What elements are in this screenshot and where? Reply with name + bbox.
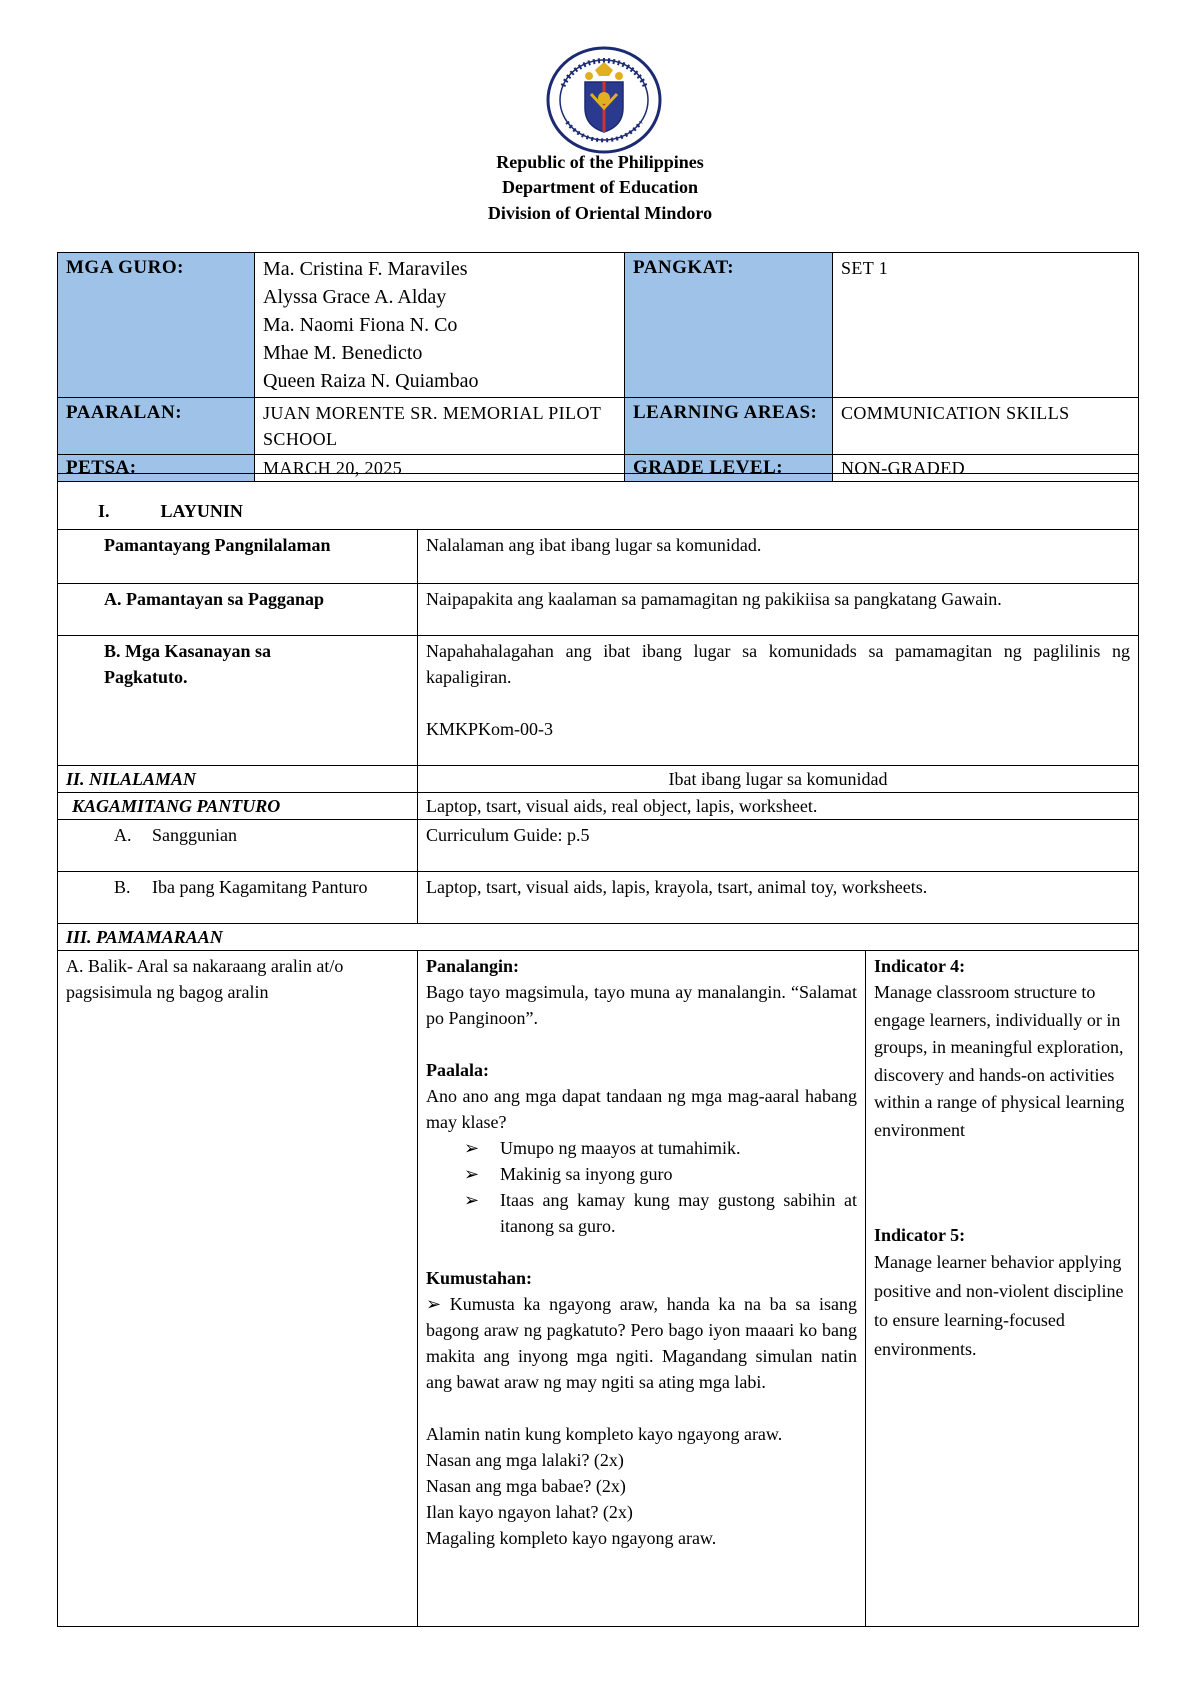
kagamitan-label: KAGAMITANG PANTURO (58, 793, 418, 820)
pamantayang-pangnilalaman-label: Pamantayang Pangnilalaman (58, 530, 418, 584)
indicator5-title: Indicator 5: (874, 1225, 966, 1245)
arrow-bullet-icon: ➢ (464, 1190, 480, 1210)
attendance-line: Ilan kayo ngayon lahat? (2x) (426, 1502, 633, 1522)
date-label: PETSA: (58, 455, 255, 482)
areas-label: LEARNING AREAS: (625, 398, 833, 455)
kasanayan-label: B. Mga Kasanayan sa Pagkatuto. (58, 636, 418, 766)
teacher-name: Mhae M. Benedicto (263, 342, 423, 364)
sanggunian-letter: A. (114, 825, 132, 845)
grade-value: NON-GRADED (833, 455, 1139, 482)
info-table (57, 252, 1139, 482)
iba-pang-kagamitan-label-cell (58, 872, 418, 924)
kasanayan-cell (418, 636, 1139, 766)
teacher-name: Ma. Cristina F. Maraviles (263, 258, 468, 280)
teacher-name: Queen Raiza N. Quiambao (263, 370, 479, 392)
panalangin-text: Bago tayo magsimula, tayo muna ay manalangin. “Salamat po Panginoon”. (426, 982, 857, 1028)
indicator5-text: Manage learner behavior applying positive and non-violent discipline to ensure learning-focused environments. (874, 1252, 1124, 1359)
header-department: Department of Education (502, 177, 698, 197)
areas-value: COMMUNICATION SKILLS (833, 398, 1139, 455)
pamamaraan-label: III. PAMAMARAAN (58, 924, 1139, 951)
header-division: Division of Oriental Mindoro (487, 203, 713, 223)
teachers-list (255, 253, 625, 398)
paalala-text: Ano ano ang mga dapat tandaan ng mga mag-aaral habang may klase? (426, 1086, 857, 1132)
nilalaman-value: Ibat ibang lugar sa komunidad (418, 766, 1139, 793)
attendance-line: Nasan ang mga babae? (2x) (426, 1476, 626, 1496)
sanggunian-label: Sanggunian (152, 825, 237, 845)
list-item: ➢ Makinig sa inyong guro (464, 1161, 857, 1187)
iba-pang-kagamitan-value: Laptop, tsart, visual aids, lapis, krayola, tsart, animal toy, worksheets. (418, 872, 1139, 924)
school-value: JUAN MORENTE SR. MEMORIAL PILOT SCHOOL (255, 398, 625, 455)
pamantayang-pangnilalaman-value: Nalalaman ang ibat ibang lugar sa komunidad. (418, 530, 1139, 584)
paalala-title: Paalala: (426, 1060, 489, 1080)
balik-aral-activities (418, 951, 866, 1627)
kumustahan-text: ➢ Kumusta ka ngayong araw, handa ka na ba sa isang bagong araw ng pagkatuto? Pero bago iyon maaari ko bang makita ang inyong mga ngiti. Magandang simulan natin ang bawat araw ng may ngiti sa ating mga labi. (426, 1294, 857, 1392)
section-label: PANGKAT: (625, 253, 833, 398)
indicator4-title: Indicator 4: (874, 956, 966, 976)
header-republic: Republic of the Philippines (496, 152, 704, 172)
kumustahan-title: Kumustahan: (426, 1268, 533, 1288)
kasanayan-code: KMKPKom-00-3 (426, 719, 554, 739)
arrow-bullet-icon: ➢ (464, 1164, 480, 1184)
list-item: ➢ Umupo ng maayos at tumahimik. (464, 1135, 857, 1161)
school-label: PAARALAN: (58, 398, 255, 455)
nilalaman-label: II. NILALAMAN (58, 766, 418, 793)
attendance-intro: Alamin natin kung kompleto kayo ngayong araw. (426, 1424, 783, 1444)
iba-pang-kagamitan-letter: B. (114, 877, 131, 897)
layunin-title: LAYUNIN (160, 501, 243, 521)
section-value: SET 1 (833, 253, 1139, 398)
panalangin-title: Panalangin: (426, 956, 520, 976)
teacher-name: Ma. Naomi Fiona N. Co (263, 314, 458, 336)
sanggunian-label-cell (58, 820, 418, 872)
layunin-heading (58, 474, 1139, 530)
attendance-line: Magaling kompleto kayo ngayong araw. (426, 1528, 717, 1548)
kasanayan-value: Napahahalagahan ang ibat ibang lugar sa komunidads sa pamamagitan ng paglilinis ng kapaligiran. (426, 641, 1131, 687)
lesson-table (57, 473, 1139, 1627)
deped-seal-icon (545, 46, 663, 154)
layunin-number: I. (98, 501, 110, 521)
indicators-cell (866, 951, 1139, 1627)
balik-aral-label: A. Balik- Aral sa nakaraang aralin at/o pagsisimula ng bagog aralin (58, 951, 418, 1627)
teachers-label: MGA GURO: (58, 253, 255, 398)
pamantayan-pagganap-value: Naipapakita ang kaalaman sa pamamagitan ng pakikiisa sa pangkatang Gawain. (418, 584, 1139, 636)
iba-pang-kagamitan-label: Iba pang Kagamitang Panturo (152, 877, 368, 897)
arrow-bullet-icon: ➢ (464, 1138, 480, 1158)
pamantayan-pagganap-label: A. Pamantayan sa Pagganap (58, 584, 418, 636)
indicator4-text: Manage classroom structure to engage learners, individually or in groups, in meaningful exploration, discovery and hands-on activities within a range of physical learning environment (874, 982, 1125, 1140)
grade-label: GRADE LEVEL: (625, 455, 833, 482)
kagamitan-value: Laptop, tsart, visual aids, real object, lapis, worksheet. (418, 793, 1139, 820)
date-value: MARCH 20, 2025 (255, 455, 625, 482)
attendance-line: Nasan ang mga lalaki? (2x) (426, 1450, 624, 1470)
sanggunian-value: Curriculum Guide: p.5 (418, 820, 1139, 872)
list-item: ➢ Itaas ang kamay kung may gustong sabihin at itanong sa guro. (464, 1187, 857, 1239)
paalala-list (426, 1135, 857, 1239)
teacher-name: Alyssa Grace A. Alday (263, 286, 447, 308)
